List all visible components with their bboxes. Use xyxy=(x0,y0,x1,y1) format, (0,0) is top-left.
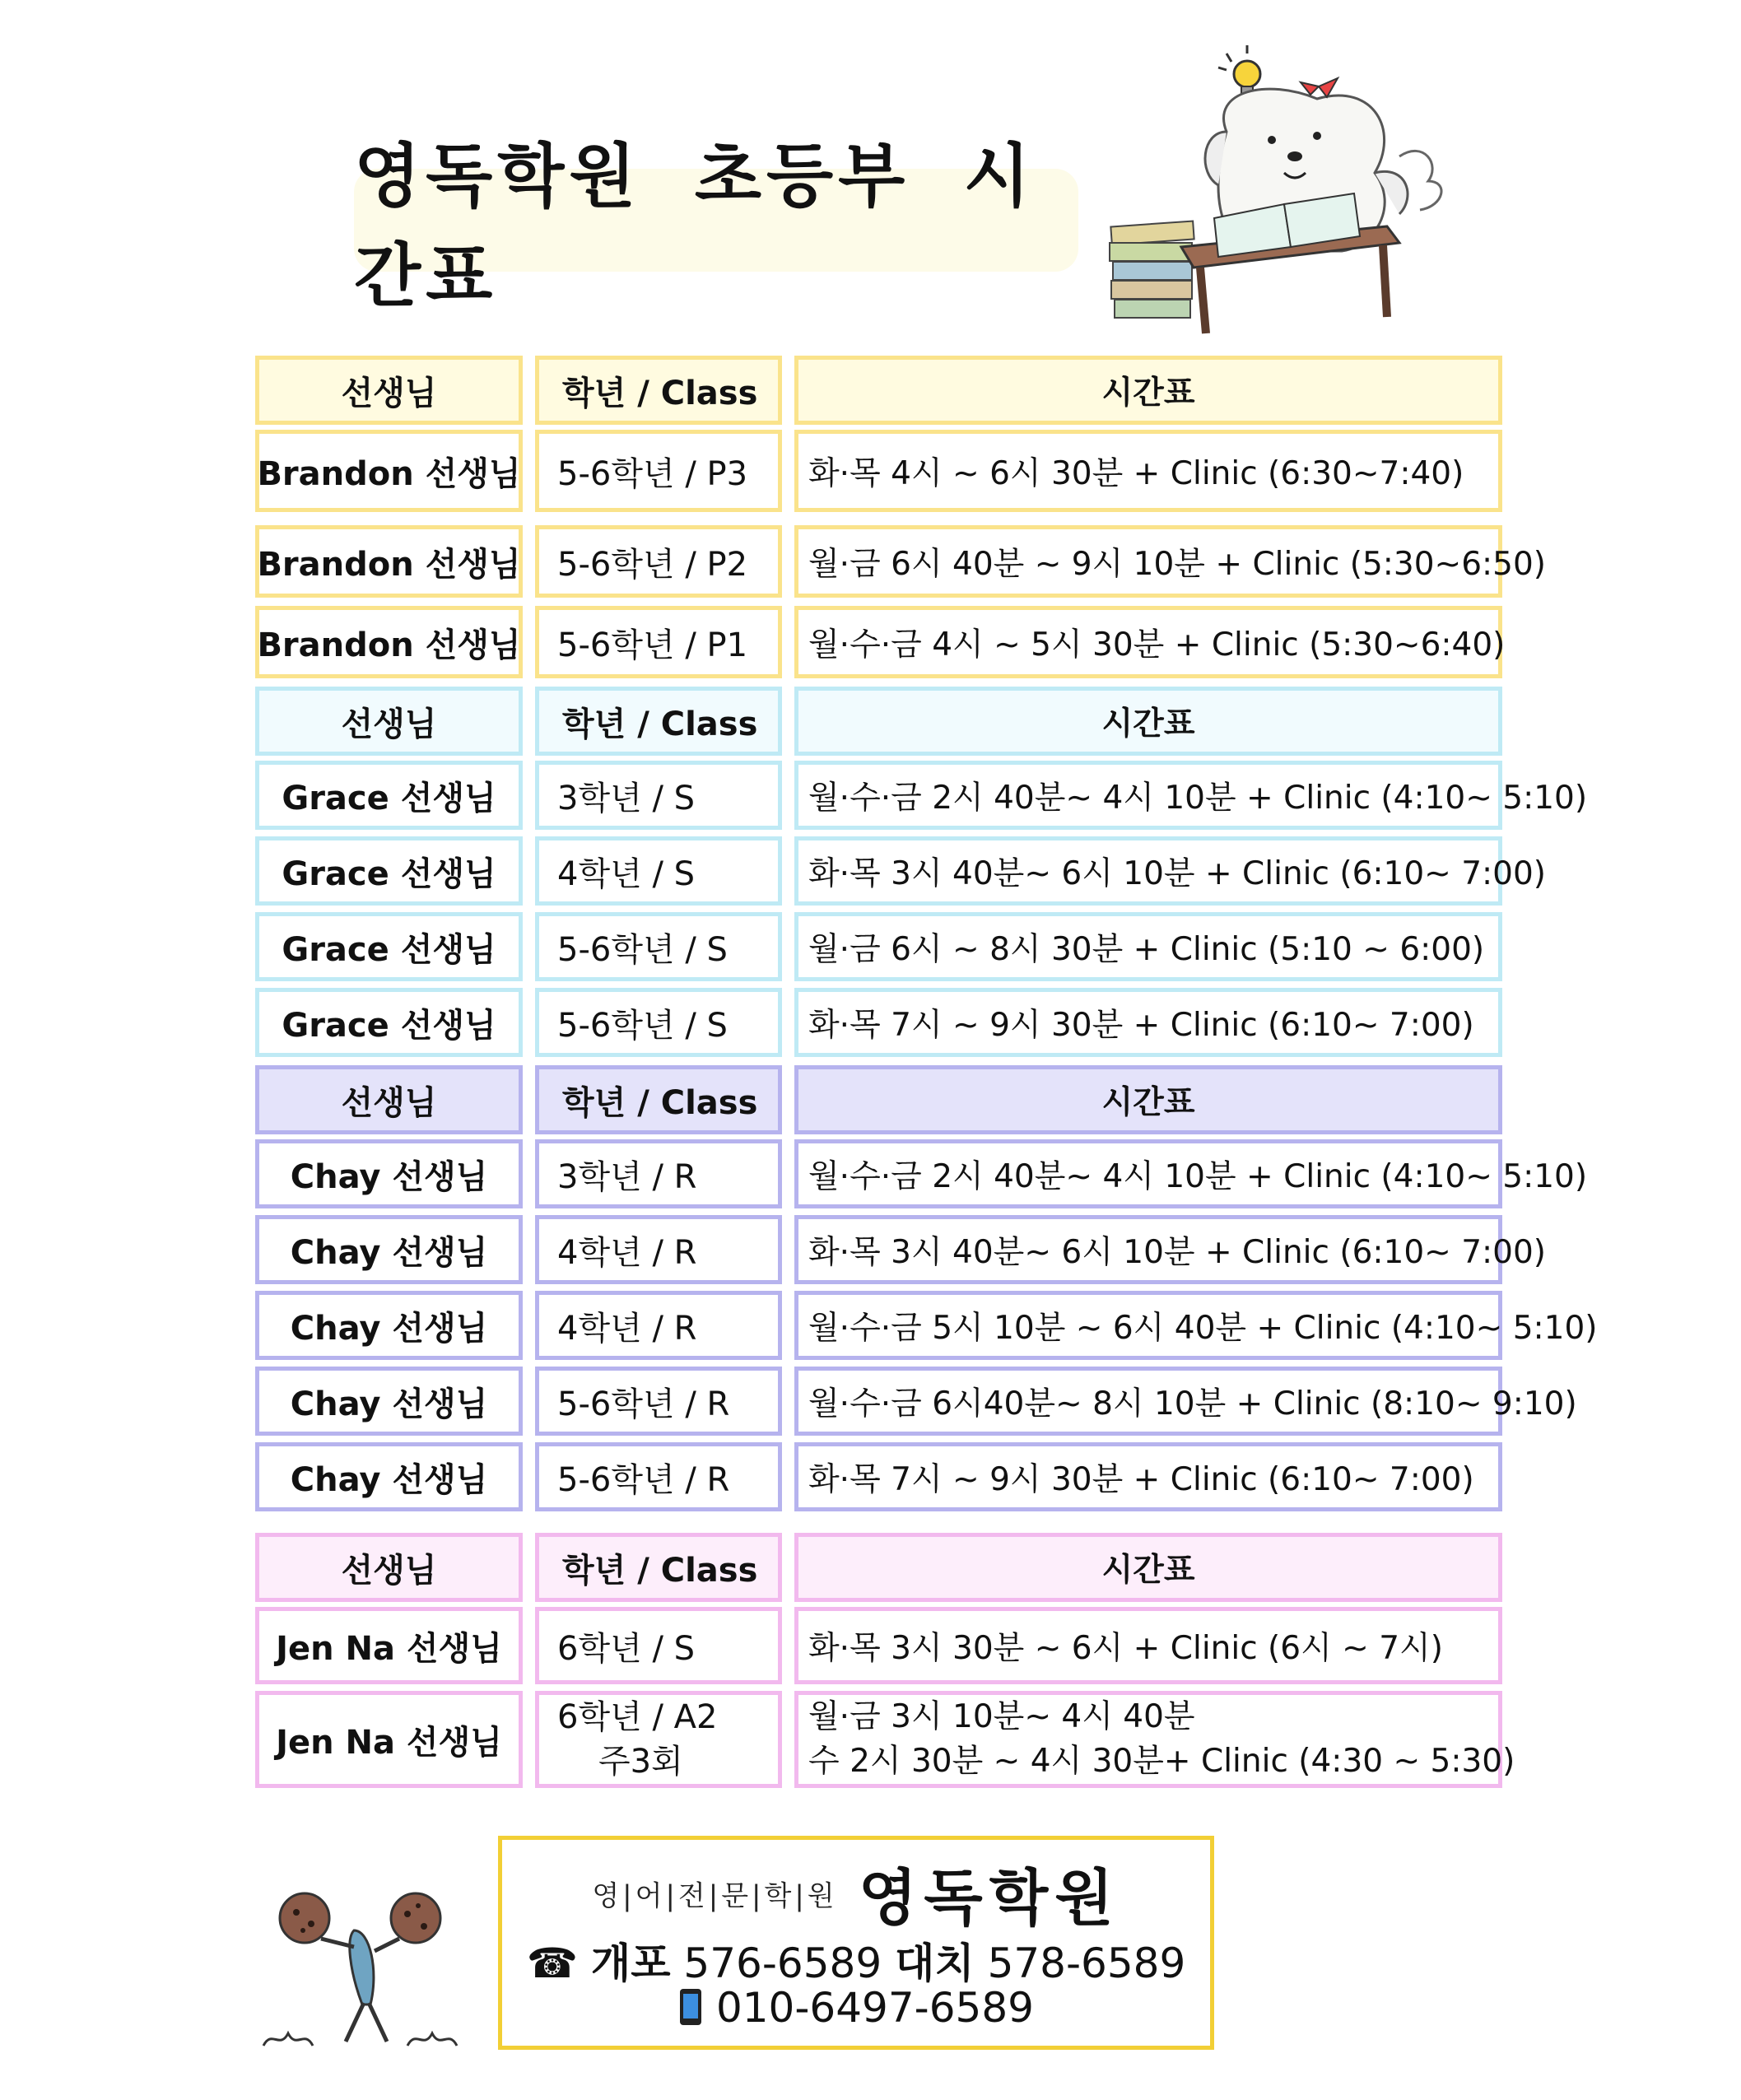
title-banner xyxy=(354,135,1078,316)
cell-teacher: Grace 선생님 xyxy=(255,836,523,906)
cell-schedule: 월·수·금 2시 40분~ 4시 10분 + Clinic (4:10~ 5:10) xyxy=(794,1139,1502,1208)
cell-grade-class: 5-6학년 / R xyxy=(535,1367,782,1436)
cell-schedule: 화·목 3시 30분 ~ 6시 + Clinic (6시 ~ 7시) xyxy=(794,1607,1502,1684)
phone-line xyxy=(502,1930,1210,1990)
header-grade-class: 학년 / Class xyxy=(535,1533,782,1602)
cell-teacher: Jen Na 선생님 xyxy=(255,1607,523,1684)
header-grade-class: 학년 / Class xyxy=(535,1065,782,1134)
header-schedule: 시간표 xyxy=(794,1533,1502,1602)
branch-1-phone[interactable]: 576-6589 xyxy=(683,1939,882,1987)
cell-schedule: 월·수·금 4시 ~ 5시 30분 + Clinic (5:30~6:40) xyxy=(794,606,1502,678)
cell-grade-class: 5-6학년 / S xyxy=(535,988,782,1057)
cell-schedule xyxy=(794,1691,1515,1788)
mobile-phone-icon xyxy=(678,1987,703,2027)
cell-grade-class: 5-6학년 / R xyxy=(535,1442,782,1511)
cell-schedule: 월·수·금 6시40분~ 8시 10분 + Clinic (8:10~ 9:10) xyxy=(794,1367,1502,1436)
dog-studying-illustration xyxy=(1103,41,1482,354)
cell-teacher: Chay 선생님 xyxy=(255,1291,523,1360)
cell-teacher: Jen Na 선생님 xyxy=(255,1691,523,1788)
cell-schedule: 화·목 3시 40분~ 6시 10분 + Clinic (6:10~ 7:00) xyxy=(794,836,1502,906)
cell-grade-class: 4학년 / S xyxy=(535,836,782,906)
cell-grade-class: 3학년 / S xyxy=(535,761,782,830)
cell-grade-class: 4학년 / R xyxy=(535,1291,782,1360)
grade-note-text: 주3회 xyxy=(598,1743,683,1781)
cell-schedule: 월·수·금 5시 10분 ~ 6시 40분 + Clinic (4:10~ 5:10) xyxy=(794,1291,1502,1360)
book-stack-icon xyxy=(1110,221,1194,318)
tagline: 영|어|전|문|학|원 xyxy=(592,1879,838,1913)
branch-1-label: 개포 xyxy=(590,1939,671,1987)
cell-teacher: Chay 선생님 xyxy=(255,1367,523,1436)
brand-name: 영독학원 xyxy=(858,1863,1120,1934)
cell-grade-class: 5-6학년 / S xyxy=(535,912,782,981)
header-schedule: 시간표 xyxy=(794,687,1502,756)
cell-schedule: 화·목 7시 ~ 9시 30분 + Clinic (6:10~ 7:00) xyxy=(794,988,1502,1057)
branch-2-phone[interactable]: 578-6589 xyxy=(987,1939,1186,1987)
cell-grade-class: 4학년 / R xyxy=(535,1215,782,1284)
header-schedule: 시간표 xyxy=(794,1065,1502,1134)
header-grade-class: 학년 / Class xyxy=(535,356,782,425)
header-teacher: 선생님 xyxy=(255,687,523,756)
cell-grade-class: 6학년 / S xyxy=(535,1607,782,1684)
branch-2-label: 대치 xyxy=(895,1939,975,1987)
cell-teacher: Brandon 선생님 xyxy=(255,606,523,678)
brand-line xyxy=(502,1850,1210,1937)
schedule-line-2: 수 2시 30분 ~ 4시 30분+ Clinic (4:30 ~ 5:30) xyxy=(808,1743,1515,1780)
schedule-line-1: 월·금 3시 10분~ 4시 40분 xyxy=(808,1698,1195,1735)
mobile-number[interactable]: 010-6497-6589 xyxy=(715,1984,1034,2032)
header-grade-class: 학년 / Class xyxy=(535,687,782,756)
cell-teacher: Brandon 선생님 xyxy=(255,430,523,512)
cell-teacher: Grace 선생님 xyxy=(255,761,523,830)
cell-teacher: Brandon 선생님 xyxy=(255,525,523,598)
cell-grade-class xyxy=(535,1691,782,1788)
contact-box xyxy=(498,1836,1214,2050)
cell-teacher: Chay 선생님 xyxy=(255,1215,523,1284)
cell-schedule: 월·금 6시 40분 ~ 9시 10분 + Clinic (5:30~6:50) xyxy=(794,525,1502,598)
cell-schedule: 화·목 4시 ~ 6시 30분 + Clinic (6:30~7:40) xyxy=(794,430,1502,512)
header-teacher: 선생님 xyxy=(255,1065,523,1134)
telephone-icon: ☎ xyxy=(526,1939,578,1987)
grade-class-text: 6학년 / A2 xyxy=(557,1698,718,1736)
header-teacher: 선생님 xyxy=(255,356,523,425)
header-teacher: 선생님 xyxy=(255,1533,523,1602)
cell-schedule: 월·수·금 2시 40분~ 4시 10분 + Clinic (4:10~ 5:10) xyxy=(794,761,1502,830)
cell-teacher: Grace 선생님 xyxy=(255,912,523,981)
header-schedule: 시간표 xyxy=(794,356,1502,425)
cell-schedule: 월·금 6시 ~ 8시 30분 + Clinic (5:10 ~ 6:00) xyxy=(794,912,1502,981)
cell-schedule: 화·목 7시 ~ 9시 30분 + Clinic (6:10~ 7:00) xyxy=(794,1442,1502,1511)
cookie-icon xyxy=(280,1893,329,1943)
cell-schedule: 화·목 3시 40분~ 6시 10분 + Clinic (6:10~ 7:00) xyxy=(794,1215,1502,1284)
cookie-icon xyxy=(391,1893,440,1943)
lightbulb-icon xyxy=(1218,45,1260,95)
page-title: 영독학원 초등부 시간표 xyxy=(354,135,1036,316)
mobile-line xyxy=(502,1984,1210,2032)
cell-grade-class: 5-6학년 / P3 xyxy=(535,430,782,512)
cell-teacher: Grace 선생님 xyxy=(255,988,523,1057)
cell-grade-class: 5-6학년 / P1 xyxy=(535,606,782,678)
fish-juggling-illustration xyxy=(255,1881,477,2062)
cell-grade-class: 3학년 / R xyxy=(535,1139,782,1208)
cell-grade-class: 5-6학년 / P2 xyxy=(535,525,782,598)
cell-teacher: Chay 선생님 xyxy=(255,1442,523,1511)
cell-teacher: Chay 선생님 xyxy=(255,1139,523,1208)
